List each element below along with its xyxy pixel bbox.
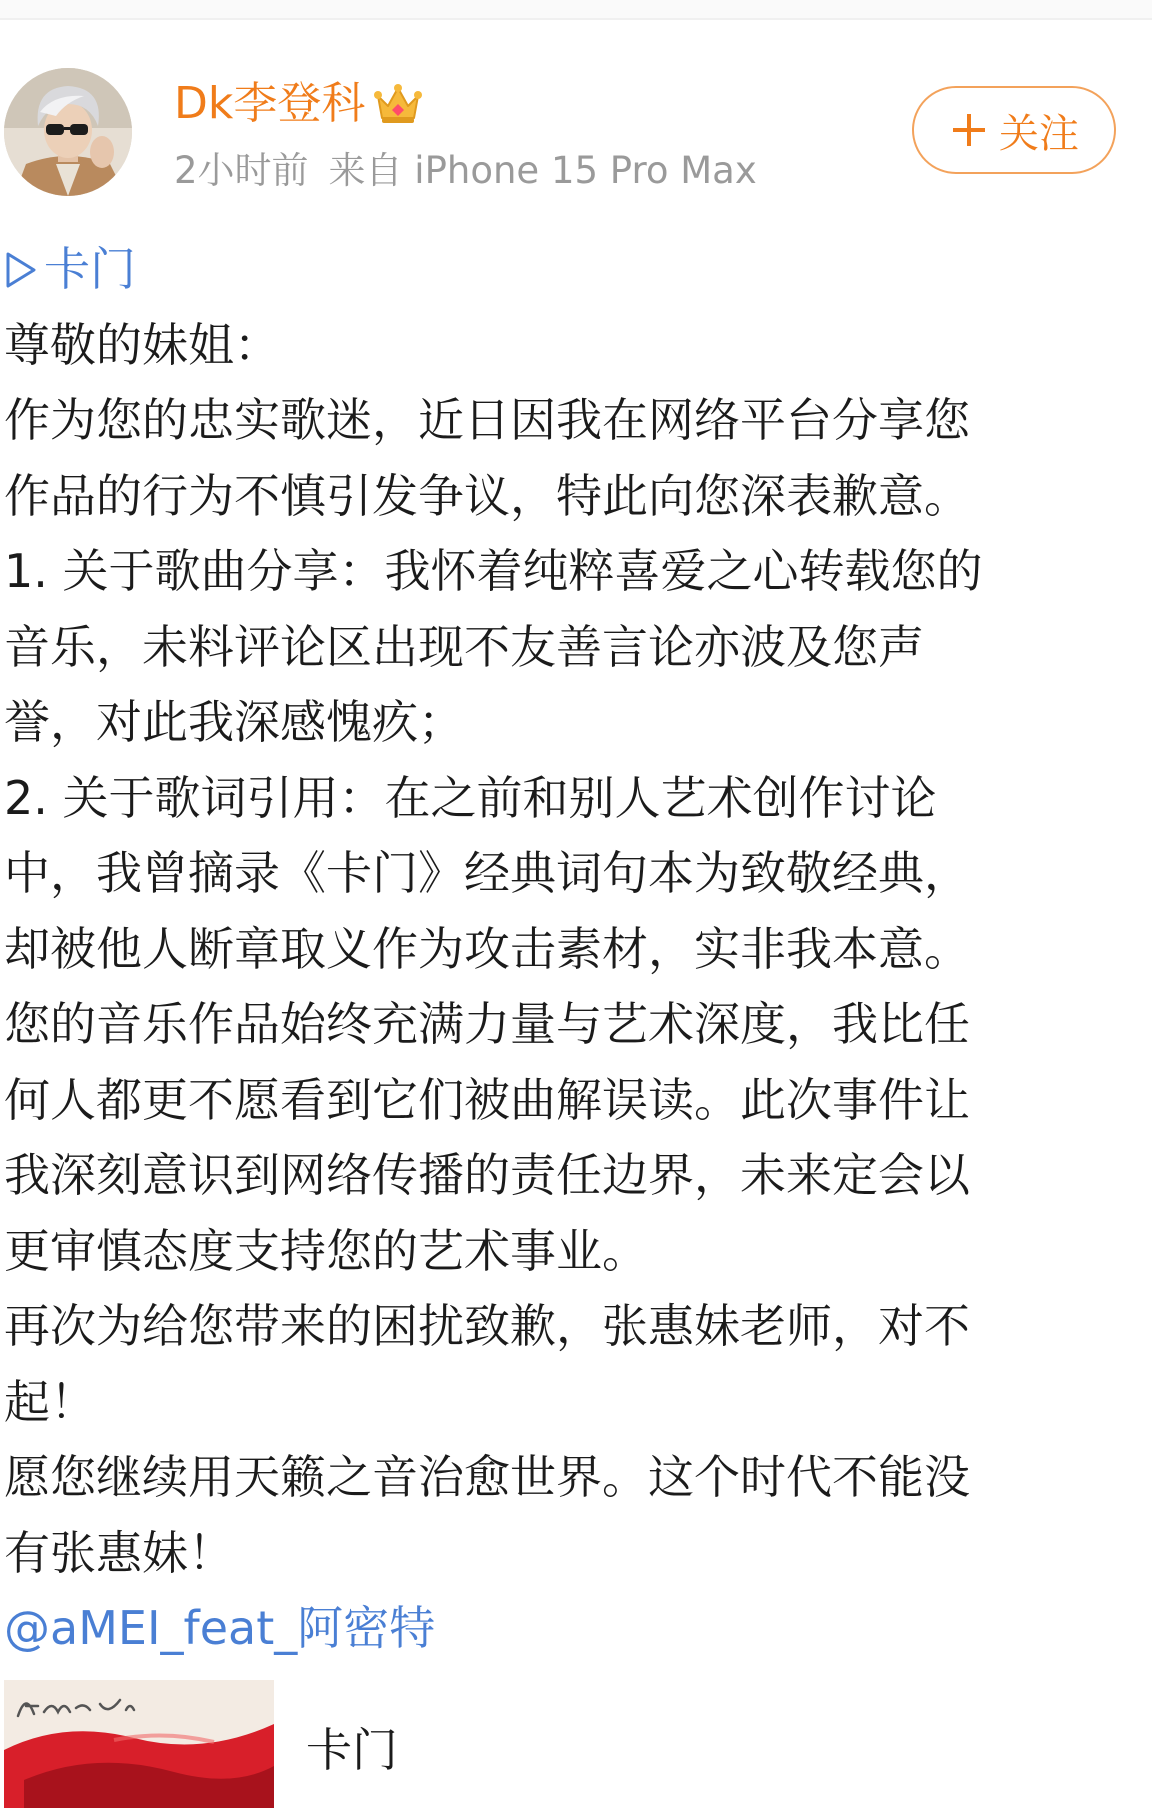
content-line: 再次为给您带来的困扰致歉，张惠妹老师，对不 <box>4 1299 970 1353</box>
content-line: 作为您的忠实歌迷，近日因我在网络平台分享您 <box>4 393 970 447</box>
play-outline-icon <box>4 250 38 290</box>
content-line: 您的音乐作品始终充满力量与艺术深度，我比任 <box>4 997 970 1051</box>
album-cover[interactable] <box>4 1680 274 1808</box>
post-content <box>4 232 1124 1667</box>
avatar-photo <box>4 68 132 196</box>
content-line: 中，我曾摘录《卡门》经典词句本为致敬经典， <box>4 846 970 900</box>
content-line: 音乐，未料评论区出现不友善言论亦波及您声 <box>4 619 924 674</box>
music-card[interactable] <box>0 1680 1152 1808</box>
content-line: 更审慎态度支持您的艺术事业。 <box>4 1223 648 1278</box>
content-line: 誉，对此我深感愧疚； <box>4 695 464 749</box>
post-meta <box>174 145 757 197</box>
top-divider <box>0 0 1152 20</box>
username-row <box>174 74 423 134</box>
music-title[interactable]: 卡门 <box>306 1723 398 1777</box>
content-line: 起！ <box>4 1374 96 1429</box>
content-line: 有张惠妹！ <box>4 1525 234 1580</box>
username[interactable]: Dk李登科 <box>174 78 366 129</box>
follow-button[interactable] <box>912 86 1116 174</box>
post-source: 来自 iPhone 15 Pro Max <box>328 149 757 192</box>
mention-line <box>4 1591 1124 1667</box>
content-line: 2. 关于歌词引用：在之前和别人艺术创作讨论 <box>4 770 937 825</box>
follow-label: 关注 <box>999 110 1079 157</box>
album-cover-art <box>4 1680 274 1808</box>
content-line: 却被他人断章取义作为攻击素材，实非我本意。 <box>4 921 970 976</box>
content-line: 我深刻意识到网络传播的责任边界，未来定会以 <box>4 1148 970 1202</box>
content-line: 1. 关于歌曲分享：我怀着纯粹喜爱之心转载您的 <box>4 544 983 598</box>
crown-icon <box>373 82 423 126</box>
content-line: 何人都更不愿看到它们被曲解误读。此次事件让 <box>4 1072 970 1127</box>
post-time: 2小时前 <box>174 149 309 192</box>
content-line: 尊敬的妹姐： <box>4 317 280 372</box>
topic-link[interactable] <box>4 232 136 308</box>
plus-icon <box>949 110 989 150</box>
content-line: 作品的行为不慎引发争议，特此向您深表歉意。 <box>4 468 970 523</box>
mention-link[interactable]: @aMEI_feat_阿密特 <box>4 1601 436 1655</box>
topic-label: 卡门 <box>44 242 136 296</box>
topic-line <box>4 232 1124 308</box>
content-line: 愿您继续用天籁之音治愈世界。这个时代不能没 <box>4 1450 970 1504</box>
avatar[interactable] <box>4 68 132 196</box>
